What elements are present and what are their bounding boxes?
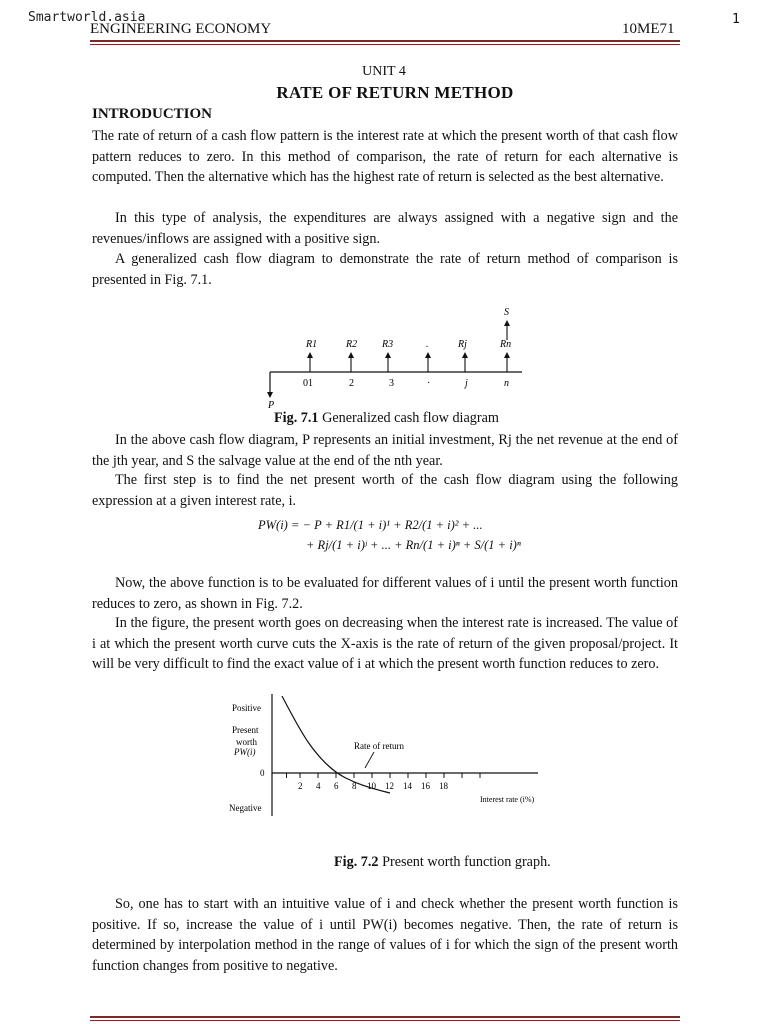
revenue-label: R1 [306,339,318,350]
salvage-label: S [504,307,509,318]
revenue-arrowhead [307,352,313,358]
page-title: RATE OF RETURN METHOD [276,83,514,102]
fig2-caption-label: Fig. 7.2 [334,854,379,870]
paragraph-signs: In this type of analysis, the expenditures are always assigned with a negative sign and the revenues/inflows are assigned with a positive sign. [92,210,678,247]
investment-arrowhead [267,392,273,398]
revenue-label: R2 [346,339,358,350]
x-tick-label: 10 [367,781,376,791]
y-label-present: Present [232,725,259,735]
footer-rule-thin [90,1020,680,1021]
footer-rule [90,1016,680,1018]
paragraph-interpolation: So, one has to start with an intuitive value of i and check whether the present worth function is positive. If so, increase the value of i until PW(i) becomes negative. Then, the rate of return is determined by interpolation method in the range of values of i for which the sign of the present worth function changes from positive to negative. [92,896,678,974]
header-course-title: ENGINEERING ECONOMY [90,21,272,37]
x-tick-label: 8 [352,781,357,791]
present-worth-graph [226,690,546,820]
revenue-arrowhead [504,352,510,358]
y-label-negative: Negative [229,803,262,813]
fig2-caption-text: Present worth function graph. [378,854,551,870]
paragraph-first-step: The first step is to find the net present worth of the cash flow diagram using the following expression at a given interest rate, i. [92,472,678,509]
annotation-pointer [365,752,374,768]
x-tick-label: 2 [298,781,303,791]
period-label: 01 [303,378,313,389]
x-tick-label: 18 [439,781,448,791]
period-label: 3 [389,378,394,389]
header-course-code: 10ME71 [622,21,675,37]
pw-equation-line1: PW(i) = − P + R1/(1 + i)¹ + R2/(1 + i)² + ... [258,518,483,532]
period-label: j [465,378,468,389]
paragraph-diagram-explain: In the above cash flow diagram, P represents an initial investment, Rj the net revenue at the end of the jth year, and S the salvage value at the end of the nth year. [92,432,678,469]
revenue-arrowhead [385,352,391,358]
fig1-caption [274,410,499,427]
period-label: · [427,378,431,389]
section-heading: INTRODUCTION [92,106,213,122]
period-label: 2 [349,378,354,389]
period-label: n [504,378,509,389]
cash-flow-diagram [260,300,530,412]
header-rule [90,40,680,42]
unit-label: UNIT 4 [362,64,406,79]
paragraph-diagram-intro: A generalized cash flow diagram to demonstrate the rate of return method of comparison is presented in Fig. 7.1. [92,251,678,288]
watermark: Smartworld.asia [28,10,146,25]
paragraph-evaluate: Now, the above function is to be evaluated for different values of i until the present worth function reduces to zero, as shown in Fig. 7.2. [92,575,678,612]
revenue-label: R3 [382,339,394,350]
salvage-arrowhead [504,320,510,326]
paragraph-intro: The rate of return of a cash flow pattern is the interest rate at which the present worth of that cash flow pattern reduces to zero. In this method of comparison, the rate of return for each alternative is computed. Then the alternative which has the highest rate of return is selected as the best alternative. [92,128,678,185]
investment-label: P [268,400,275,411]
fig1-caption-label: Fig. 7.1 [274,410,319,426]
revenue-label: Rn [500,339,512,350]
page-number: 1 [732,12,740,27]
x-tick-label: 16 [421,781,430,791]
x-axis-label: Interest rate (i%) [480,795,535,804]
header-rule-thin [90,44,680,45]
pw-equation-line2: + Rj/(1 + i)ʲ + ... + Rn/(1 + i)ⁿ + S/(1 + i)ⁿ [306,538,521,552]
x-tick-label: 6 [334,781,339,791]
zero-label: 0 [260,768,265,778]
revenue-label: . [426,339,429,350]
revenue-arrowhead [462,352,468,358]
fig1-caption-text: Generalized cash flow diagram [318,410,499,426]
x-tick-label: 12 [385,781,394,791]
revenue-arrowhead [348,352,354,358]
x-tick-label: 14 [403,781,412,791]
y-label-worth: worth [236,737,257,747]
y-label-pw: PW(i) [234,747,256,757]
paragraph-figure-explain: In the figure, the present worth goes on decreasing when the interest rate is increased. The value of i at which the present worth curve cuts the X-axis is the rate of return of the given proposal/project. It will be very difficult to find the exact value of i at which the present worth function reduces to zero. [92,615,678,672]
y-label-positive: Positive [232,703,262,713]
rate-of-return-annotation: Rate of return [354,741,404,751]
fig2-caption [334,854,551,871]
revenue-arrowhead [425,352,431,358]
x-tick-label: 4 [316,781,321,791]
revenue-label: Rj [458,339,467,350]
